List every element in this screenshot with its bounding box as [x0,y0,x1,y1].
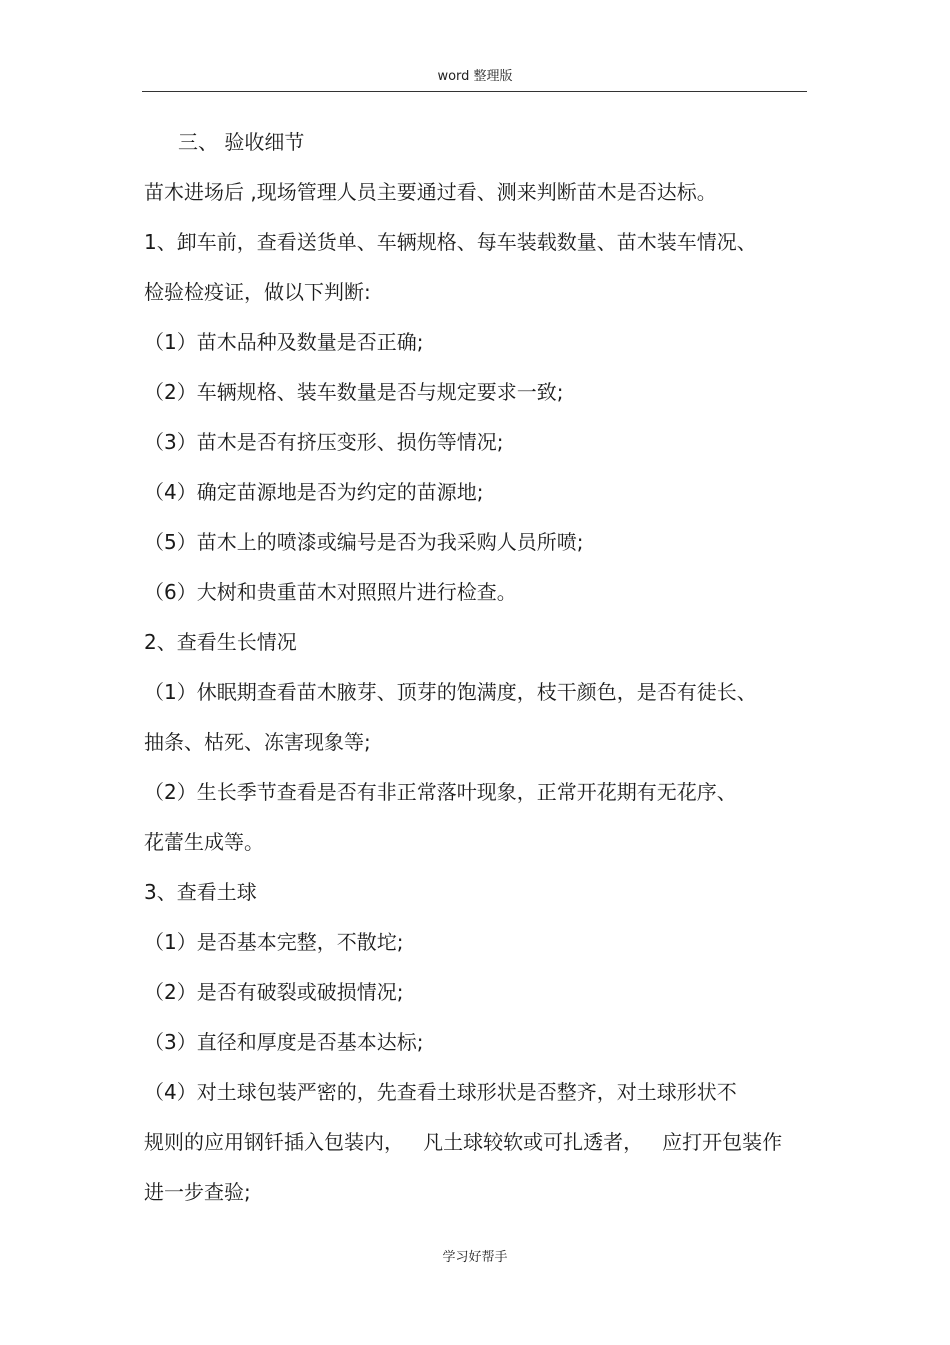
intro-paragraph: 苗木进场后 ,现场管理人员主要通过看、测来判断苗木是否达标。 [144,180,717,204]
item-3-sub-4-line-2: 规则的应用钢钎插入包装内， 凡土球较软或可扎透者， 应打开包装作 [144,1130,783,1154]
header-text: word 整理版 [437,69,513,84]
item-1-line-2: 检验检疫证，做以下判断: [144,280,371,304]
item-3-sub-4-line-3: 进一步查验; [144,1180,251,1204]
item-1-sub-6: （6）大树和贵重苗木对照照片进行检查。 [144,580,517,604]
item-1-sub-4: （4）确定苗源地是否为约定的苗源地; [144,480,484,504]
item-3-sub-2: （2）是否有破裂或破损情况; [144,980,404,1004]
section-heading: 三、 验收细节 [178,130,305,154]
item-1-sub-5: （5）苗木上的喷漆或编号是否为我采购人员所喷; [144,530,584,554]
header-divider [142,91,807,92]
footer-text: 学习好帮手 [442,1250,508,1265]
item-3-sub-1: （1）是否基本完整，不散坨; [144,930,404,954]
item-2-sub-2-line-1: （2）生长季节查看是否有非正常落叶现象，正常开花期有无花序、 [144,780,737,804]
item-2-heading: 2、查看生长情况 [144,630,297,654]
item-2-sub-2-line-2: 花蕾生成等。 [144,830,264,854]
item-3-heading: 3、查看土球 [144,880,257,904]
item-1-sub-2: （2）车辆规格、装车数量是否与规定要求一致; [144,380,564,404]
item-1-sub-3: （3）苗木是否有挤压变形、损伤等情况; [144,430,504,454]
item-1-sub-1: （1）苗木品种及数量是否正确; [144,330,424,354]
item-3-sub-3: （3）直径和厚度是否基本达标; [144,1030,424,1054]
item-2-sub-1-line-2: 抽条、枯死、冻害现象等; [144,730,371,754]
item-2-sub-1-line-1: （1）休眠期查看苗木腋芽、顶芽的饱满度，枝干颜色，是否有徒长、 [144,680,757,704]
item-1-line-1: 1、卸车前，查看送货单、车辆规格、每车装载数量、苗木装车情况、 [144,230,757,254]
item-3-sub-4-line-1: （4）对土球包装严密的，先查看土球形状是否整齐，对土球形状不 [144,1080,737,1104]
